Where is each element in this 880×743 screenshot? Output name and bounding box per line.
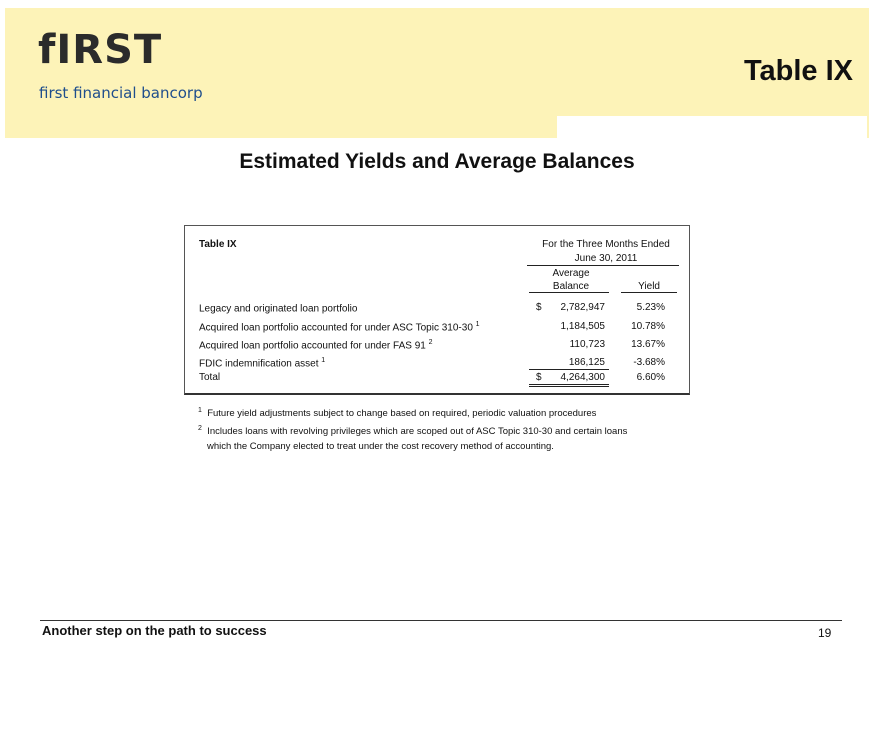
table-row-label: Acquired loan portfolio accounted for under FAS 91 $^2$ (199, 339, 433, 352)
table-row-label: Legacy and originated loan portfolio (199, 303, 358, 315)
slide-title: Table IX (743, 55, 853, 87)
table-row-currency: $ (536, 302, 542, 313)
period-header-line2: June 30, 2011 (574, 253, 638, 264)
table-total-currency: $ (536, 372, 542, 383)
table-row-yield: 5.23% (636, 302, 665, 313)
page-heading: Estimated Yields and Average Balances (239, 150, 635, 173)
total-double-rule (529, 384, 609, 387)
banner-notch (557, 116, 867, 138)
table-row-yield: 13.67% (631, 339, 665, 350)
table-row-balance: 2,782,947 (560, 302, 605, 313)
period-header-line1: For the Three Months Ended (542, 239, 670, 250)
page-number: 19 (818, 626, 832, 640)
footer-tagline: Another step on the path to success (42, 623, 267, 638)
table-row-yield: 10.78% (631, 321, 665, 332)
col-yield-rule (621, 292, 677, 293)
table-row-label: FDIC indemnification asset $^1$ (199, 357, 326, 370)
yields-table (184, 225, 690, 395)
footer-divider (40, 620, 842, 621)
logo-subtitle: first financial bancorp (39, 84, 203, 102)
logo-wordmark: fIRST (38, 27, 163, 73)
table-total-yield: 6.60% (636, 372, 665, 383)
footnote-continuation: which the Company elected to treat under the cost recovery method of accounting. (207, 441, 554, 453)
table-total-label: Total (199, 372, 221, 383)
period-header-rule (527, 265, 679, 266)
table-row-balance: 110,723 (569, 339, 605, 350)
table-total-balance: 4,264,300 (560, 372, 605, 383)
col-balance-line2: Balance (552, 281, 590, 292)
col-balance-rule (529, 292, 609, 293)
table-label: Table IX (199, 239, 237, 250)
table-row-label: Acquired loan portfolio accounted for under ASC Topic 310-30 $^1$ (199, 321, 480, 334)
subtotal-rule (529, 369, 609, 370)
table-row-balance: 186,125 (568, 357, 605, 368)
table-row-yield: -3.68% (633, 357, 665, 368)
footnote: $^2$ Includes loans with revolving privileges which are scoped out of ASC Topic 310-30 and certain loans (198, 425, 628, 438)
col-yield: Yield (638, 281, 660, 292)
table-row-balance: 1,184,505 (560, 321, 605, 332)
footnote: $^1$ Future yield adjustments subject to change based on required, periodic valuation procedures (198, 407, 597, 420)
col-balance-line1: Average (552, 268, 590, 279)
footnotes (198, 403, 627, 454)
